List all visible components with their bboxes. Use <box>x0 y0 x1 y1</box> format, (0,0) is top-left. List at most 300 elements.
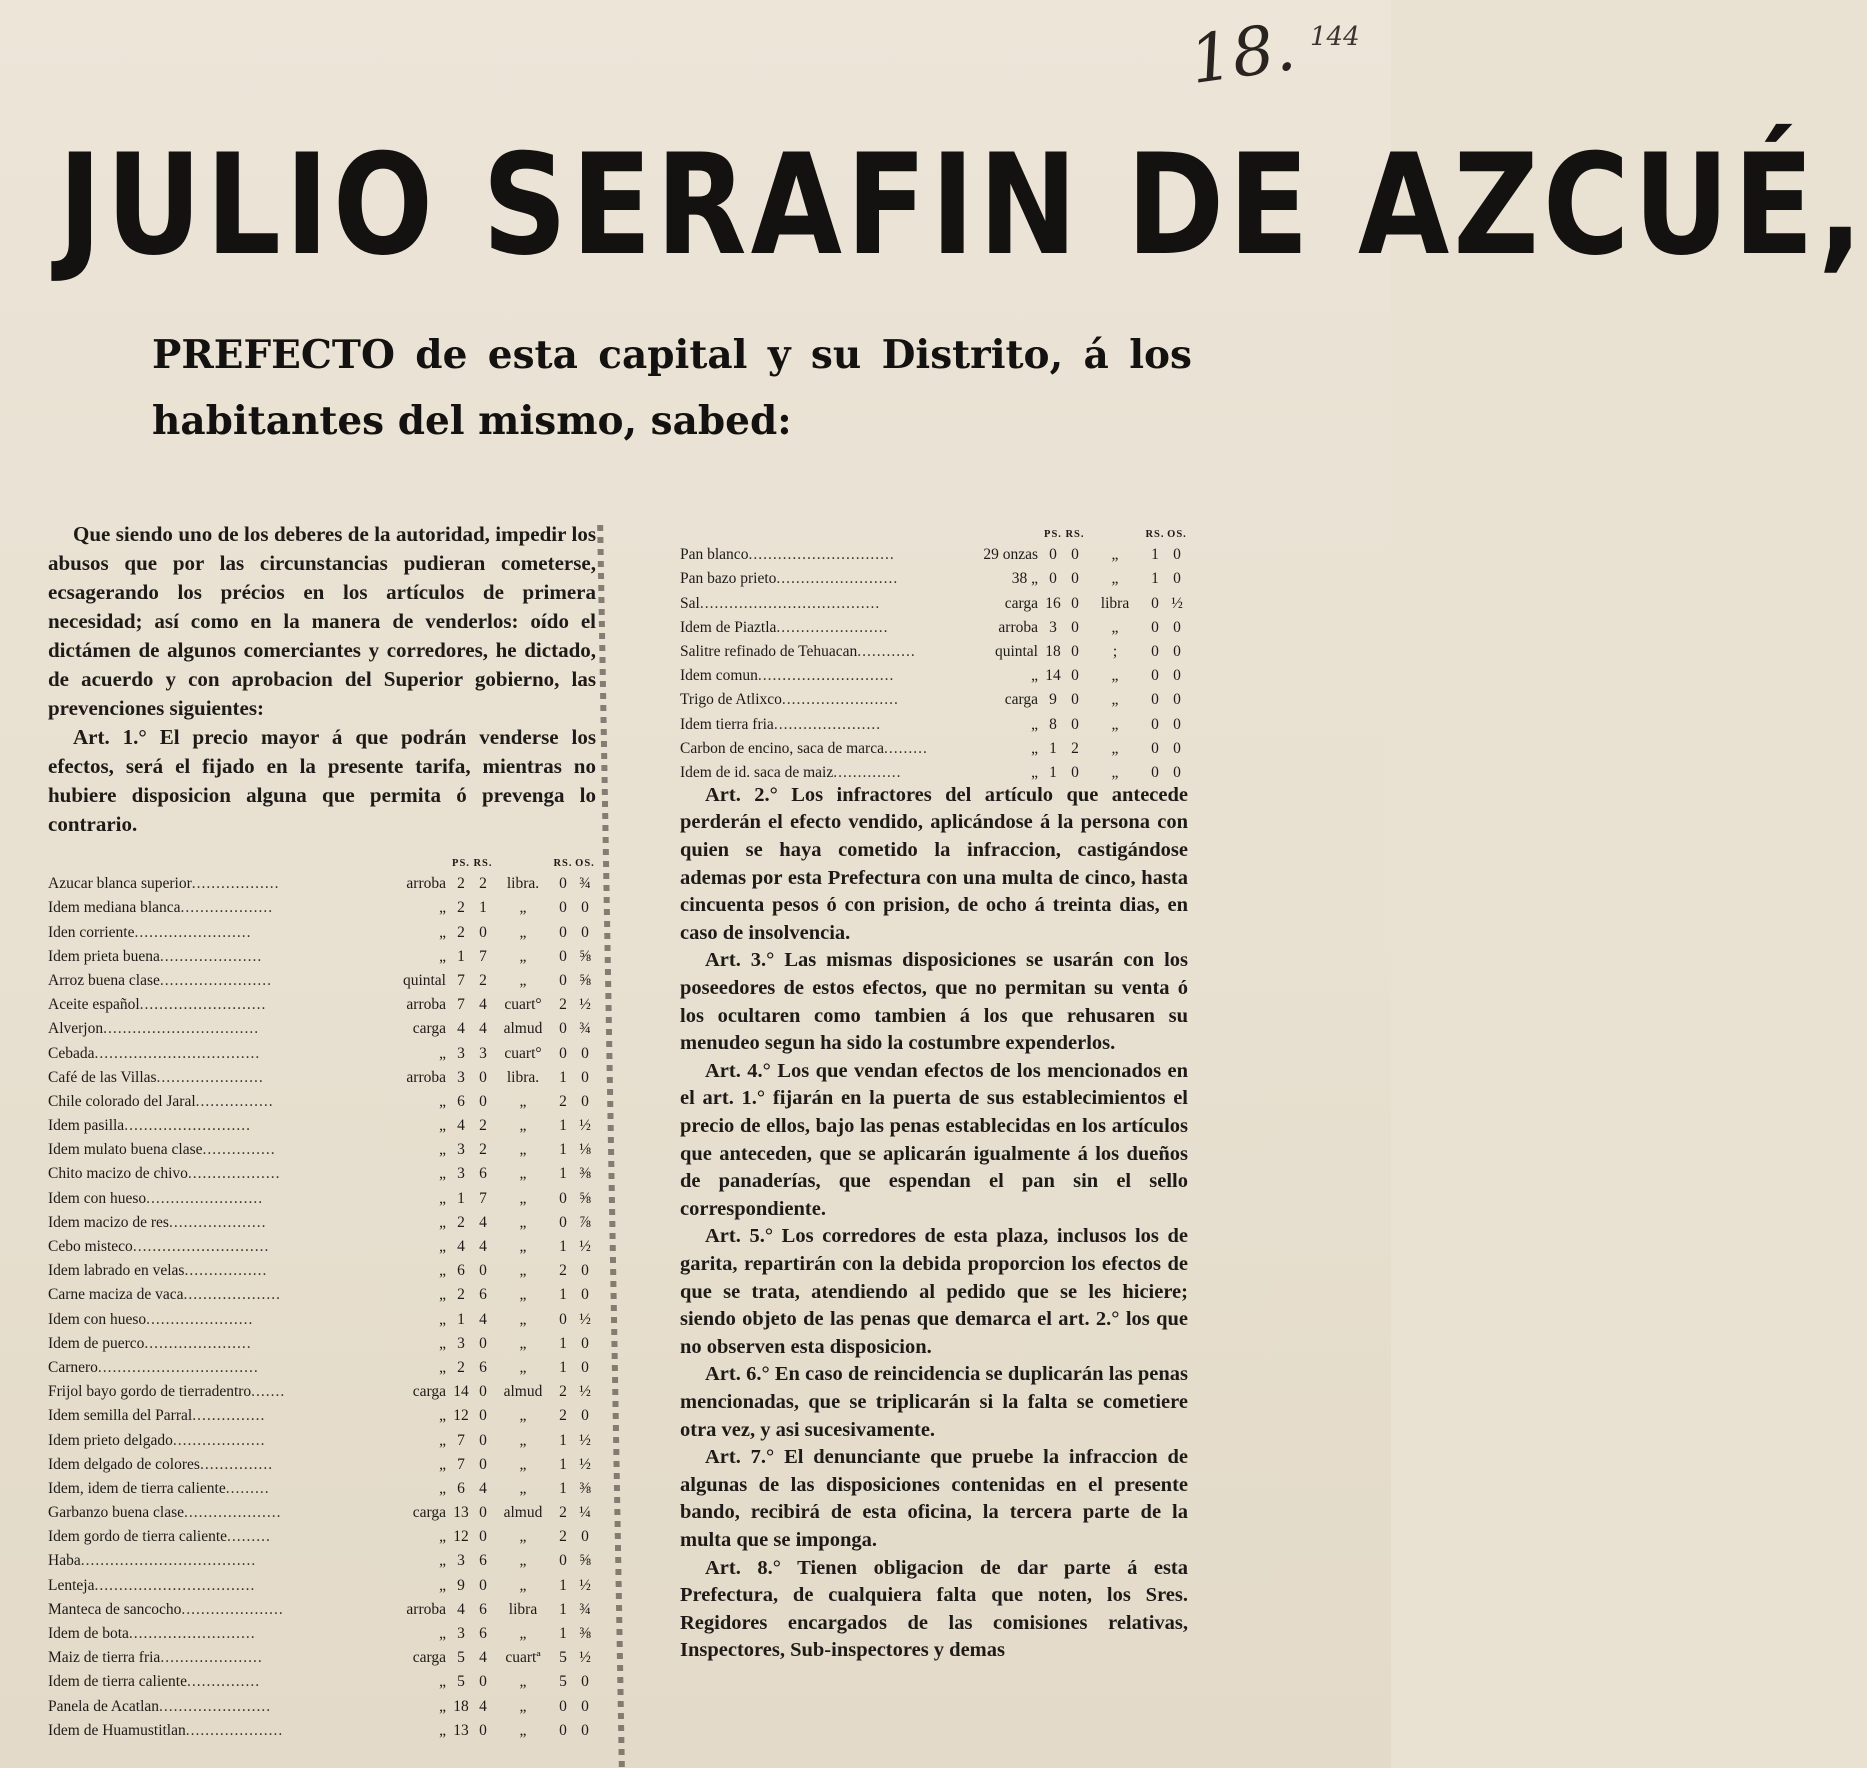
tariff-row <box>680 637 1188 661</box>
item-pesos: 4 <box>457 1117 465 1135</box>
item-unit: „ <box>439 947 446 965</box>
leader-dots: ..................... <box>181 1600 284 1618</box>
item-pesos: 3 <box>457 1141 465 1159</box>
item-retail-reales: 0 <box>1151 642 1159 660</box>
item-retail-reales: 1 <box>559 1576 567 1594</box>
item-retail-octavos: ⅞ <box>579 1213 591 1231</box>
leader-dots: ............................ <box>132 1238 270 1255</box>
item-label: Salitre refinado de Tehuacan <box>680 642 858 660</box>
item-label: Idem mediana blanca <box>48 899 181 917</box>
leader-dots: ....................... <box>159 971 273 989</box>
item-retail-octavos: 0 <box>1173 715 1181 733</box>
item-retail-octavos: ½ <box>579 1238 591 1255</box>
item-unit: carga <box>1004 594 1038 612</box>
item-unit: „ <box>439 899 446 917</box>
item-retail-reales: 1 <box>559 1165 567 1183</box>
item-retail-octavos: ⅝ <box>579 947 591 965</box>
item-label: Idem delgado de colores <box>48 1455 200 1473</box>
item-label: Idem con hueso <box>48 1189 147 1207</box>
item-retail-octavos: ⅜ <box>579 1165 591 1183</box>
item-reales: 7 <box>479 1189 487 1207</box>
item-retail-octavos: ½ <box>579 996 591 1014</box>
item-pesos: 4 <box>457 1020 465 1038</box>
item-reales: 2 <box>479 875 487 893</box>
item-retail-octavos: 0 <box>1173 642 1181 660</box>
item-unit: „ <box>1031 667 1038 685</box>
item-retail-unit: cuartª <box>505 1649 541 1667</box>
item-label: Idem, idem de tierra caliente <box>48 1479 226 1497</box>
item-retail-octavos: 0 <box>581 1044 589 1062</box>
leader-dots: ..................... <box>159 947 263 965</box>
item-retail-reales: 0 <box>559 899 567 917</box>
tariff-row <box>48 1280 596 1304</box>
item-retail-reales: 2 <box>559 996 567 1014</box>
item-reales: 0 <box>479 1407 487 1425</box>
item-retail-unit: „ <box>519 1286 527 1304</box>
item-label: Pan blanco <box>680 546 749 564</box>
item-unit: 29 onzas <box>983 546 1038 564</box>
item-retail-octavos: 0 <box>581 1358 589 1376</box>
item-reales: 4 <box>479 1310 487 1328</box>
item-retail-octavos: ½ <box>579 1649 591 1667</box>
leader-dots: ...................... <box>156 1068 264 1086</box>
item-label: Idem pasilla <box>48 1117 125 1135</box>
tariff-row <box>48 1570 596 1594</box>
item-retail-unit: „ <box>519 1189 527 1207</box>
item-unit: arroba <box>406 1068 446 1086</box>
leader-dots: ....................... <box>159 1697 272 1715</box>
item-unit: 38 „ <box>1011 570 1038 588</box>
article-label: Art. 5.° <box>705 1225 774 1248</box>
leader-dots: ....... <box>251 1383 286 1401</box>
item-reales: 4 <box>479 1213 487 1231</box>
item-name <box>48 1038 376 1062</box>
item-retail-reales: 0 <box>559 923 567 941</box>
leader-dots: .................... <box>183 1504 282 1522</box>
tariff-row <box>48 1595 596 1619</box>
item-label: Manteca de sancocho <box>48 1600 182 1618</box>
item-name <box>48 1183 376 1207</box>
tariff-row <box>680 540 1188 564</box>
tariff-row <box>48 990 596 1014</box>
leader-dots: ............ <box>857 642 916 660</box>
article-text: Los que vendan efectos de los mencionados en el art. 1.° fijarán en la puerta de sus establecimientos el precio de ellos, bajo las penas establecidas en los artículos que anteceden, que se aplicarán igualmente á los dueños de panaderías, que espendan el pan sin el sello correspondiente. <box>680 1059 1189 1220</box>
tariff-row <box>48 1619 596 1643</box>
tariff-row <box>48 1401 596 1425</box>
tariff-row <box>48 1087 596 1111</box>
leader-dots: ................ <box>195 1092 274 1110</box>
leader-dots: ............... <box>199 1455 274 1473</box>
item-retail-octavos: ½ <box>1171 594 1183 612</box>
tariff-row <box>48 1135 596 1159</box>
item-retail-octavos: ⅝ <box>579 1189 591 1207</box>
article-label: Art. 3.° <box>705 949 775 972</box>
item-retail-octavos: 0 <box>1173 691 1181 709</box>
item-unit: „ <box>439 1262 446 1280</box>
item-retail-reales: 1 <box>559 1068 567 1086</box>
item-retail-reales: 0 <box>559 1310 567 1328</box>
item-unit: arroba <box>406 875 446 893</box>
item-pesos: 14 <box>1045 667 1061 685</box>
leader-dots: .................................... <box>80 1552 257 1570</box>
tariff-row <box>48 1377 596 1401</box>
item-name <box>680 540 968 564</box>
leader-dots: ................................. <box>97 1358 259 1376</box>
item-retail-unit: „ <box>519 1238 527 1255</box>
item-retail-unit: libra. <box>506 875 540 893</box>
item-unit: „ <box>439 1431 446 1449</box>
tariff-row <box>680 661 1188 685</box>
item-name <box>48 1329 376 1353</box>
item-name <box>48 1280 376 1304</box>
item-pesos: 5 <box>457 1649 465 1667</box>
item-retail-reales: 1 <box>559 1479 567 1497</box>
leader-dots: ................... <box>187 1165 281 1183</box>
item-retail-reales: 2 <box>559 1528 567 1546</box>
item-label: Haba <box>48 1552 81 1570</box>
tariff-row <box>48 1425 596 1449</box>
article-1-text: El precio mayor á que podrán venderse los efectos, será el fijado en la presente tarifa, mientras no hubiere disposicion alguna que permita ó prevenga lo contrario. <box>48 725 596 836</box>
item-retail-reales: 1 <box>559 1117 567 1135</box>
item-retail-unit: „ <box>519 1117 527 1135</box>
item-label: Cebo misteco <box>48 1238 133 1255</box>
item-label: Idem de id. saca de maiz <box>680 763 834 781</box>
articles-list <box>680 782 1188 1665</box>
item-pesos: 1 <box>457 1310 465 1328</box>
tariff-row <box>680 734 1188 758</box>
item-retail-unit: „ <box>1111 570 1119 588</box>
item-label: Garbanzo buena clase <box>48 1504 184 1522</box>
item-pesos: 12 <box>453 1528 469 1546</box>
item-retail-unit: „ <box>519 1358 527 1376</box>
tariff-row <box>48 1546 596 1570</box>
item-name <box>48 1595 376 1619</box>
item-retail-octavos: 0 <box>581 923 589 941</box>
item-retail-reales: 0 <box>559 1697 567 1715</box>
item-retail-octavos: 0 <box>1173 667 1181 685</box>
article-4 <box>680 1058 1188 1224</box>
item-pesos: 0 <box>1049 570 1057 588</box>
item-retail-unit: „ <box>519 1334 527 1352</box>
item-unit: arroba <box>998 618 1038 636</box>
leader-dots: .......................... <box>128 1625 256 1642</box>
leader-dots: ................... <box>172 1431 266 1449</box>
item-label: Pan bazo prieto <box>680 570 777 588</box>
item-reales: 2 <box>479 1117 487 1135</box>
item-pesos: 6 <box>457 1262 465 1280</box>
item-pesos: 13 <box>453 1721 469 1739</box>
item-pesos: 7 <box>457 1455 465 1473</box>
leader-dots: ......... <box>883 739 928 757</box>
item-pesos: 18 <box>1045 642 1061 660</box>
item-retail-unit: „ <box>519 1431 527 1449</box>
item-retail-octavos: ⅜ <box>579 1479 591 1497</box>
leader-dots: ......... <box>227 1528 271 1546</box>
item-reales: 6 <box>479 1358 487 1376</box>
item-retail-reales: 1 <box>559 1625 567 1642</box>
item-retail-unit: „ <box>1111 546 1119 564</box>
header-os: OS. <box>575 858 595 869</box>
item-name <box>48 1425 376 1449</box>
item-pesos: 5 <box>457 1673 465 1691</box>
item-pesos: 3 <box>457 1625 465 1642</box>
item-unit: „ <box>439 1673 446 1691</box>
item-retail-reales: 2 <box>559 1383 567 1401</box>
item-unit: quintal <box>402 971 446 989</box>
item-retail-octavos: 0 <box>581 1673 589 1691</box>
item-retail-octavos: ¾ <box>579 875 591 893</box>
leader-dots: .............. <box>833 763 902 781</box>
item-label: Idem de tierra caliente <box>48 1673 187 1691</box>
item-name <box>680 661 968 685</box>
leader-dots: ......... <box>225 1479 270 1497</box>
leader-dots: ............................ <box>757 667 895 685</box>
item-retail-unit: almud <box>503 1383 543 1401</box>
tariff-row <box>48 1522 596 1546</box>
leader-dots: ...................... <box>144 1334 252 1352</box>
item-retail-reales: 0 <box>559 875 567 893</box>
tariff-row <box>48 1111 596 1135</box>
item-label: Aceite español <box>48 996 140 1014</box>
item-retail-unit: „ <box>519 1141 527 1159</box>
item-label: Idem de Piaztla <box>680 618 777 636</box>
item-retail-reales: 1 <box>559 1238 567 1255</box>
article-label: Art. 6.° <box>705 1363 770 1386</box>
item-pesos: 1 <box>1049 763 1057 781</box>
item-name <box>48 990 376 1014</box>
item-name <box>680 564 968 588</box>
item-retail-unit: cuart° <box>504 1044 542 1062</box>
item-retail-unit: „ <box>1111 667 1119 685</box>
item-unit: „ <box>439 1455 446 1473</box>
item-unit: „ <box>1031 763 1038 781</box>
item-name <box>48 966 376 990</box>
item-retail-octavos: 0 <box>581 1092 589 1110</box>
item-reales: 4 <box>479 1697 487 1715</box>
item-retail-reales: 0 <box>1151 691 1159 709</box>
item-pesos: 3 <box>1049 618 1057 636</box>
item-reales: 4 <box>479 1238 487 1255</box>
item-retail-octavos: 0 <box>1173 546 1181 564</box>
leader-dots: ............... <box>187 1673 261 1691</box>
item-name <box>680 613 968 637</box>
right-column <box>680 524 1188 1665</box>
tariff-row <box>48 1353 596 1377</box>
item-unit: arroba <box>406 996 446 1014</box>
article-text: Las mismas disposiciones se usarán con los poseedores de estos efectos, que no permitan su venta ó los ocultaren como tambien á los que rehusaren su menudeo segun ha sido la costumbre expenderlos. <box>680 949 1188 1055</box>
item-retail-reales: 2 <box>559 1092 567 1110</box>
item-label: Idem de puerco <box>48 1334 145 1352</box>
item-name <box>48 1208 376 1232</box>
item-label: Idem macizo de res <box>48 1213 169 1231</box>
item-reales: 7 <box>479 947 487 965</box>
item-pesos: 7 <box>457 996 465 1014</box>
item-label: Carne maciza de vaca <box>48 1286 184 1304</box>
item-label: Lenteja <box>48 1576 95 1594</box>
item-retail-unit: „ <box>519 923 527 941</box>
item-reales: 0 <box>1071 618 1079 636</box>
proclamation-subtitle: PREFECTO de esta capital y su Distrito, á los habitantes del mismo, sabed: <box>152 332 1192 444</box>
tariff-row <box>48 1716 596 1740</box>
item-retail-unit: almud <box>503 1504 543 1522</box>
article-1 <box>48 723 596 839</box>
tariff-row <box>48 1450 596 1474</box>
item-reales: 6 <box>479 1165 487 1183</box>
item-label: Idem prieta buena <box>48 947 160 965</box>
item-retail-octavos: 0 <box>581 1262 589 1280</box>
item-label: Idem semilla del Parral <box>48 1407 193 1425</box>
leader-dots: .................... <box>183 1286 282 1304</box>
leader-dots: ......................... <box>776 570 899 588</box>
item-retail-octavos: ⅝ <box>579 971 591 989</box>
article-label: Art. 4.° <box>705 1059 771 1082</box>
item-pesos: 13 <box>453 1504 469 1522</box>
item-retail-reales: 0 <box>559 1213 567 1231</box>
item-retail-reales: 0 <box>1151 715 1159 733</box>
item-retail-octavos: ¾ <box>579 1020 591 1038</box>
tariff-header-row <box>680 524 1188 540</box>
item-label: Café de las Villas <box>48 1068 157 1086</box>
item-retail-octavos: ¼ <box>579 1504 591 1522</box>
item-reales: 2 <box>479 1141 487 1159</box>
item-pesos: 18 <box>453 1697 469 1715</box>
item-retail-unit: „ <box>519 1721 527 1739</box>
item-retail-unit: „ <box>519 1673 527 1691</box>
item-retail-unit: cuart° <box>504 996 542 1014</box>
article-text: Tienen obligacion de dar parte á esta Prefectura, de cualquiera falta que noten, los Sres. Regidores encargados de las comisiones relativas, Inspectores, Sub-inspectores y demas <box>680 1556 1188 1662</box>
article-3 <box>680 947 1188 1057</box>
item-retail-unit: ; <box>1112 642 1118 660</box>
item-retail-unit: „ <box>519 1625 527 1642</box>
item-reales: 0 <box>479 1383 487 1401</box>
leader-dots: .......................... <box>139 996 267 1014</box>
item-label: Carbon de encino, saca de marca <box>680 739 884 757</box>
item-retail-unit: „ <box>1111 618 1119 636</box>
article-2 <box>680 782 1188 948</box>
item-retail-octavos: ⅝ <box>579 1552 591 1570</box>
leader-dots: ............... <box>202 1141 276 1159</box>
article-8 <box>680 1555 1188 1665</box>
tariff-row <box>48 1159 596 1183</box>
tariff-row <box>48 893 596 917</box>
item-reales: 6 <box>479 1552 487 1570</box>
header-rs: RS. <box>1065 529 1085 540</box>
tariff-row <box>48 917 596 941</box>
tariff-row <box>48 1256 596 1280</box>
tariff-header-row <box>48 853 596 869</box>
item-name <box>680 734 968 758</box>
item-pesos: 3 <box>457 1044 465 1062</box>
item-pesos: 3 <box>457 1165 465 1183</box>
item-name <box>48 917 376 941</box>
leader-dots: ........................ <box>134 923 252 941</box>
item-retail-octavos: 0 <box>581 899 589 917</box>
item-retail-reales: 0 <box>559 1020 567 1038</box>
article-label: Art. 8.° <box>705 1556 781 1579</box>
item-retail-unit: „ <box>1111 739 1119 757</box>
item-label: Sal <box>680 594 700 612</box>
item-pesos: 2 <box>457 1286 465 1304</box>
item-unit: carga <box>412 1383 446 1401</box>
item-retail-unit: „ <box>519 1407 527 1425</box>
item-unit: „ <box>439 1407 446 1425</box>
item-retail-octavos: 0 <box>1173 570 1181 588</box>
item-pesos: 8 <box>1049 715 1057 733</box>
item-retail-octavos: 0 <box>1173 739 1181 757</box>
item-unit: „ <box>439 1213 446 1231</box>
item-retail-unit: „ <box>519 1455 527 1473</box>
item-label: Panela de Acatlan <box>48 1697 160 1715</box>
proclamation-title: JULIO SERAFIN DE AZCUÉ, <box>58 123 1867 287</box>
leader-dots: .................... <box>168 1213 267 1231</box>
leader-dots: .......................... <box>124 1117 251 1135</box>
leader-dots: ....................... <box>776 618 889 636</box>
item-name <box>48 869 376 893</box>
item-reales: 4 <box>479 1649 487 1667</box>
item-label: Cebada <box>48 1044 95 1062</box>
tariff-row <box>48 1691 596 1715</box>
leader-dots: ..................................... <box>699 594 881 612</box>
left-column <box>48 520 596 1740</box>
item-name <box>48 1691 376 1715</box>
item-reales: 0 <box>479 1528 487 1546</box>
item-retail-octavos: ½ <box>579 1576 591 1594</box>
item-pesos: 16 <box>1045 594 1061 612</box>
item-retail-octavos: 0 <box>581 1068 589 1086</box>
item-label: Idem gordo de tierra caliente <box>48 1528 228 1546</box>
item-name <box>48 1232 376 1256</box>
tariff-row <box>680 564 1188 588</box>
item-retail-octavos: 0 <box>581 1697 589 1715</box>
item-name <box>48 1474 376 1498</box>
item-pesos: 0 <box>1049 546 1057 564</box>
item-name <box>48 1304 376 1328</box>
tariff-row <box>48 942 596 966</box>
item-retail-octavos: ½ <box>579 1117 591 1135</box>
item-pesos: 4 <box>457 1600 465 1618</box>
item-label: Idem mulato buena clase <box>48 1141 203 1159</box>
article-7 <box>680 1444 1188 1554</box>
item-retail-octavos: ½ <box>579 1431 591 1449</box>
item-pesos: 9 <box>457 1576 465 1594</box>
item-retail-unit: „ <box>519 971 527 989</box>
item-retail-reales: 0 <box>1151 739 1159 757</box>
item-name <box>48 942 376 966</box>
handwritten-folio-mark: 18. <box>1185 8 1300 99</box>
tariff-row <box>48 1643 596 1667</box>
leader-dots: ...................... <box>146 1310 254 1328</box>
item-name <box>48 1450 376 1474</box>
item-unit: „ <box>439 1310 446 1328</box>
item-reales: 0 <box>1071 642 1079 660</box>
leader-dots: ................... <box>180 899 274 917</box>
header-os: OS. <box>1167 529 1187 540</box>
item-name <box>48 1377 376 1401</box>
item-retail-unit: „ <box>519 899 527 917</box>
item-retail-reales: 1 <box>559 1286 567 1304</box>
item-name <box>48 1667 376 1691</box>
item-reales: 0 <box>1071 691 1079 709</box>
item-retail-octavos: 0 <box>581 1334 589 1352</box>
leader-dots: ..................... <box>160 1649 263 1667</box>
item-unit: „ <box>439 1189 446 1207</box>
item-retail-octavos: ½ <box>579 1383 591 1401</box>
item-retail-reales: 0 <box>559 1189 567 1207</box>
tariff-row <box>48 869 596 893</box>
item-unit: „ <box>439 1576 446 1594</box>
item-retail-reales: 2 <box>559 1262 567 1280</box>
leader-dots: .................. <box>191 875 280 893</box>
